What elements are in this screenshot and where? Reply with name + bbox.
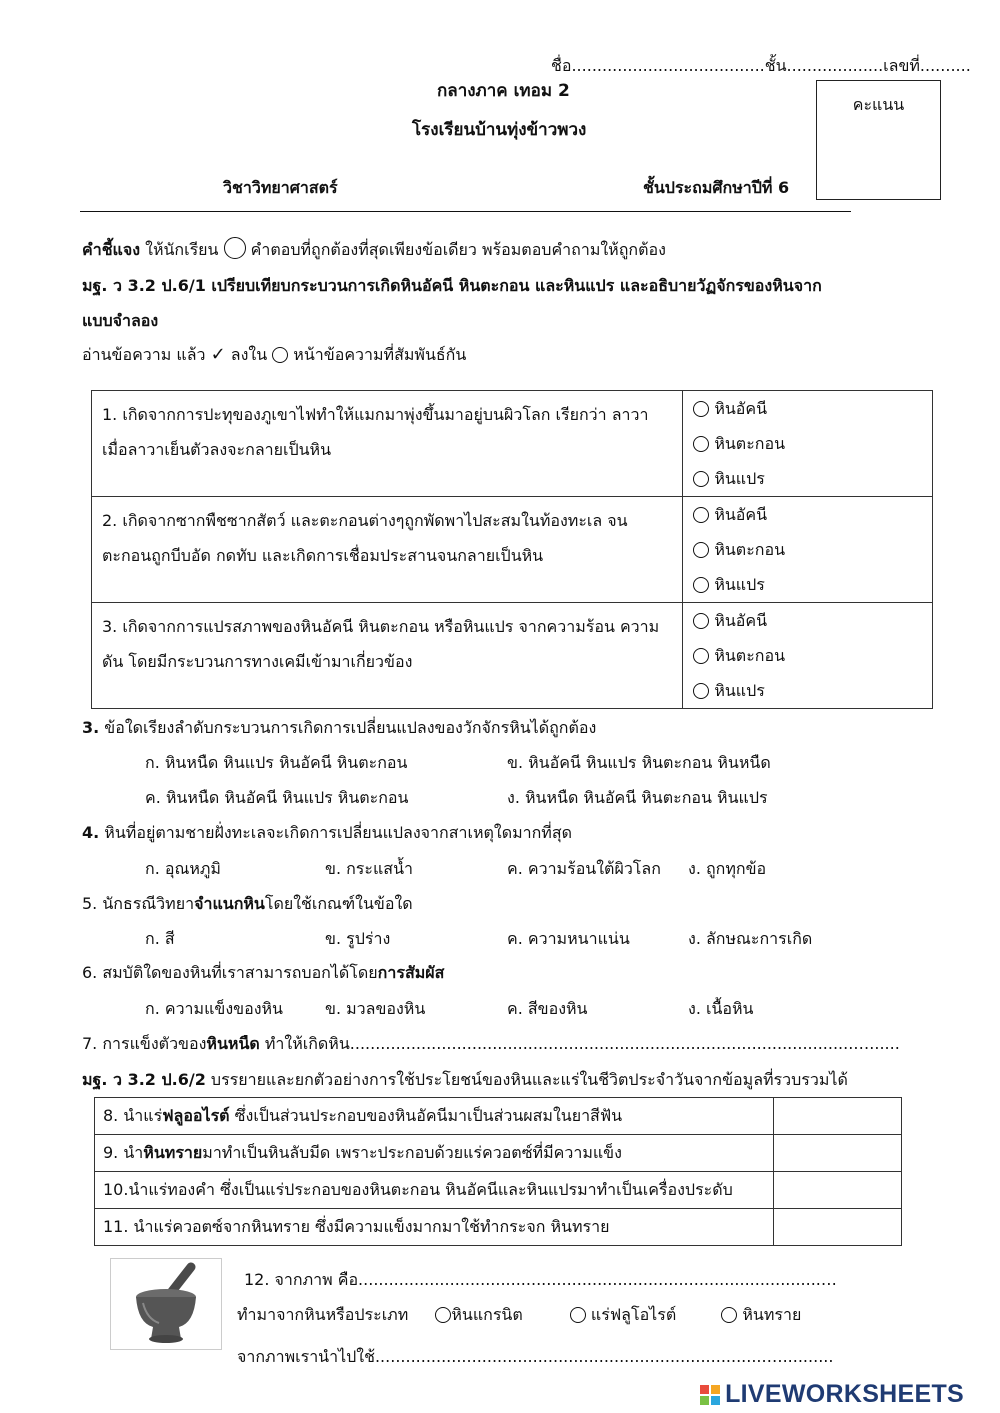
answer-cell-10[interactable]: [773, 1172, 901, 1209]
option-sedimentary-3[interactable]: [693, 638, 932, 673]
school-name: โรงเรียนบ้านทุ่งข้าวพวง: [412, 120, 587, 140]
q3-text: ข้อใดเรียงลำดับกระบวนการเกิดการเปลี่ยนแปลงของวักจักรหินได้ถูกต้อง: [99, 718, 597, 737]
table-row: [95, 1098, 902, 1135]
matching-table: [91, 390, 933, 709]
q5-text-bold: จำแนกหิน: [194, 894, 265, 913]
option-igneous-3[interactable]: [693, 603, 932, 638]
radio-circle-icon[interactable]: [570, 1307, 586, 1323]
option-label: หินตะกอน: [714, 540, 786, 559]
option-sedimentary-1[interactable]: [693, 426, 932, 461]
q12-line3[interactable]: จากภาพเรานำไปใช้.............................................................................…..........: [237, 1347, 834, 1366]
match-instruction: [82, 343, 466, 368]
uses-table: [94, 1097, 902, 1246]
instructions: [82, 237, 666, 263]
instructions-text-after: คำตอบที่ถูกต้องที่สุดเพียงข้อเดียว พร้อมตอบคำถามให้ถูกต้อง: [245, 240, 666, 259]
match-question-3: 3. เกิดจากการแปรสภาพของหินอัคนี หินตะกอน หรือหินแปร จากความร้อน ความดัน โดยมีกระบวนการทางเคมีเข้ามาเกี่ยวข้อง: [92, 603, 683, 709]
radio-circle-icon[interactable]: [693, 613, 709, 629]
standard1-line2: แบบจำลอง: [82, 311, 159, 330]
match-instruction-part1: อ่านข้อความ แล้ว: [82, 345, 211, 364]
q6-question: [82, 961, 444, 986]
q7-text-before: 7. การแข็งตัวของ: [82, 1034, 207, 1053]
standard2-label: มฐ. ว 3.2 ป.6/2: [82, 1070, 206, 1089]
option-metamorphic-1[interactable]: [693, 461, 932, 496]
table-row: [92, 603, 933, 709]
q6-choice-a[interactable]: ก. ความแข็งของหิน: [145, 999, 283, 1018]
q5-text-before: 5. นักธรณีวิทยา: [82, 894, 195, 913]
mortar-pestle-image: [110, 1258, 222, 1350]
option-label: หินอัคนี: [714, 399, 768, 418]
radio-circle-icon[interactable]: [693, 577, 709, 593]
q5-question: [82, 892, 413, 917]
exam-title: กลางภาค เทอม 2: [437, 81, 570, 101]
radio-circle-icon[interactable]: [693, 507, 709, 523]
option-label: หินแปร: [714, 575, 765, 594]
use-text: ซึ่งเป็นส่วนประกอบของหินอัคนีมาเป็นส่วนผสมในยาสีฟัน: [229, 1106, 623, 1125]
table-row: [95, 1135, 902, 1172]
q6-choice-d[interactable]: ง. เนื้อหิน: [688, 999, 754, 1018]
match-options-3: [683, 603, 933, 709]
q6-text-bold: การสัมผัส: [377, 963, 445, 982]
q5-choice-b[interactable]: ข. รูปร่าง: [325, 929, 391, 948]
match-instruction-part3: หน้าข้อความที่สัมพันธ์กัน: [288, 345, 467, 364]
checkmark-icon: ✓: [210, 344, 226, 365]
standard1-line1: มฐ. ว 3.2 ป.6/1 เปรียบเทียบกระบวนการเกิดหินอัคนี หินตะกอน และหินแปร และอธิบายวัฏจักรของหินจาก: [82, 276, 822, 295]
option-label: หินอัคนี: [714, 505, 768, 524]
use-item-8: [95, 1098, 774, 1135]
answer-cell-11[interactable]: [773, 1209, 901, 1246]
grade-label: ชั้นประถมศึกษาปีที่ 6: [643, 178, 790, 197]
q5-text-after: โดยใช้เกณฑ์ในข้อใด: [264, 894, 413, 913]
q3-choice-a[interactable]: ก. หินหนืด หินแปร หินอัคนี หินตะกอน: [145, 753, 408, 772]
answer-cell-9[interactable]: [773, 1135, 901, 1172]
match-question-2: 2. เกิดจากซากพืชซากสัตว์ และตะกอนต่างๆถูกพัดพาไปสะสมในท้องทะเล จน ตะกอนถูกบีบอัด กดทับ และเกิดการเชื่อมประสานจนกลายเป็นหิน: [92, 497, 683, 603]
liveworksheets-logo[interactable]: [700, 1380, 964, 1410]
table-row: [95, 1172, 902, 1209]
name-class-number-line: ชื่อ......................................ชั้น...................เลขที่..........: [551, 56, 971, 75]
option-label: หินแปร: [714, 681, 765, 700]
standard2: [82, 1068, 848, 1093]
option-metamorphic-2[interactable]: [693, 567, 932, 602]
option-metamorphic-3[interactable]: [693, 673, 932, 708]
use-text: 9. นำ: [103, 1143, 144, 1162]
q3-choice-c[interactable]: ค. หินหนืด หินอัคนี หินแปร หินตะกอน: [145, 788, 409, 807]
q7-question[interactable]: [82, 1032, 900, 1057]
q4-choice-a[interactable]: ก. อุณหภูมิ: [145, 859, 221, 878]
table-row: [95, 1209, 902, 1246]
option-sedimentary-2[interactable]: [693, 532, 932, 567]
q7-text-bold: หินหนืด: [206, 1034, 260, 1053]
q6-choice-b[interactable]: ข. มวลของหิน: [325, 999, 426, 1018]
circle-icon: [272, 347, 288, 363]
option-label: แร่ฟลูโอไรต์: [585, 1305, 677, 1324]
instructions-label: คำชี้แจง: [82, 240, 141, 259]
radio-circle-icon[interactable]: [721, 1307, 737, 1323]
header-divider: [80, 211, 851, 212]
match-options-1: [683, 391, 933, 497]
liveworksheets-mark-icon: [700, 1385, 720, 1405]
q5-choice-d[interactable]: ง. ลักษณะการเกิด: [688, 929, 813, 948]
use-text-bold: ฟลูออไรต์: [162, 1106, 230, 1125]
use-text: มาทำเป็นหินลับมีด เพราะประกอบด้วยแร่ควอตซ์ที่มีความแข็ง: [202, 1143, 622, 1162]
q12-line2: [237, 1303, 801, 1328]
q4-question: [82, 821, 572, 846]
q4-choice-d[interactable]: ง. ถูกทุกข้อ: [688, 859, 767, 878]
option-label: หินอัคนี: [714, 611, 768, 630]
liveworksheets-text: LIVEWORKSHEETS: [725, 1380, 965, 1408]
q6-choice-c[interactable]: ค. สีของหิน: [507, 999, 588, 1018]
q3-number: 3.: [82, 718, 100, 737]
radio-circle-icon[interactable]: [693, 436, 709, 452]
option-label: หินแปร: [714, 469, 765, 488]
use-text: 8. นำแร่: [103, 1106, 163, 1125]
use-item-10: [95, 1172, 774, 1209]
q7-answer-line[interactable]: ทำให้เกิดหิน...................................................................................................…......: [259, 1034, 900, 1053]
option-label: หินแกรนิต: [451, 1305, 523, 1324]
use-text-bold: หินทราย: [143, 1143, 203, 1162]
use-text: 11. นำแร่ควอตซ์จากหินทราย ซึ่งมีความแข็งมากมาใช้ทำกระจก หินทราย: [103, 1217, 610, 1236]
option-label: หินทราย: [737, 1305, 802, 1324]
radio-circle-icon[interactable]: [693, 471, 709, 487]
q12-type-label: ทำมาจากหินหรือประเภท: [237, 1305, 409, 1324]
option-label: หินตะกอน: [714, 434, 786, 453]
match-instruction-part2: ลงใน: [225, 345, 273, 364]
radio-circle-icon[interactable]: [693, 683, 709, 699]
score-box: [816, 80, 941, 200]
match-options-2: [683, 497, 933, 603]
radio-circle-icon[interactable]: [693, 648, 709, 664]
q12-option-granite[interactable]: [435, 1305, 522, 1324]
use-text: 10.นำแร่ทองคำ ซึ่งเป็นแร่ประกอบของหินตะกอน หินอัคนีและหินแปรมาทำเป็นเครื่องประดับ: [103, 1180, 733, 1199]
radio-circle-icon[interactable]: [435, 1307, 451, 1323]
mortar-pestle-icon: [111, 1259, 221, 1349]
table-row: [92, 497, 933, 603]
subject-label: วิชาวิทยาศาสตร์: [223, 178, 338, 197]
q12-option-sandstone[interactable]: [721, 1305, 801, 1324]
circle-icon: [224, 237, 246, 259]
q4-text: หินที่อยู่ตามชายฝั่งทะเลจะเกิดการเปลี่ยนแปลงจากสาเหตุใดมากที่สุด: [99, 823, 572, 842]
q3-question: [82, 716, 596, 741]
q4-choice-c[interactable]: ค. ความร้อนใต้ผิวโลก: [507, 859, 661, 878]
option-label: หินตะกอน: [714, 646, 786, 665]
q4-choice-b[interactable]: ข. กระแสน้ำ: [325, 859, 413, 878]
answer-cell-8[interactable]: [773, 1098, 901, 1135]
option-igneous-2[interactable]: [693, 497, 932, 532]
q6-text-before: 6. สมบัติใดของหินที่เราสามารถบอกได้โดย: [82, 963, 378, 982]
radio-circle-icon[interactable]: [693, 401, 709, 417]
radio-circle-icon[interactable]: [693, 542, 709, 558]
q12-line1[interactable]: 12. จากภาพ คือ...........................................................................................…: [244, 1270, 837, 1289]
q4-number: 4.: [82, 823, 100, 842]
use-item-11: [95, 1209, 774, 1246]
standard2-text: บรรยายและยกตัวอย่างการใช้ประโยชน์ของหินและแร่ในชีวิตประจำวันจากข้อมูลที่รวบรวมได้: [205, 1070, 848, 1089]
q3-choice-d[interactable]: ง. หินหนืด หินอัคนี หินตะกอน หินแปร: [507, 788, 768, 807]
q12-option-fluorite[interactable]: [570, 1305, 676, 1324]
instructions-text-before: ให้นักเรียน: [140, 240, 224, 259]
option-igneous-1[interactable]: [693, 391, 932, 426]
table-row: [92, 391, 933, 497]
match-question-1: 1. เกิดจากการปะทุของภูเขาไฟทำให้แมกมาพุ่งขึ้นมาอยู่บนผิวโลก เรียกว่า ลาวา เมื่อลาวาเย็นตัวลงจะกลายเป็นหิน: [92, 391, 683, 497]
use-item-9: [95, 1135, 774, 1172]
q5-choice-c[interactable]: ค. ความหนาแน่น: [507, 929, 630, 948]
q5-choice-a[interactable]: ก. สี: [145, 929, 175, 948]
score-label: คะแนน: [852, 95, 905, 114]
q3-choice-b[interactable]: ข. หินอัคนี หินแปร หินตะกอน หินหนืด: [507, 753, 771, 772]
